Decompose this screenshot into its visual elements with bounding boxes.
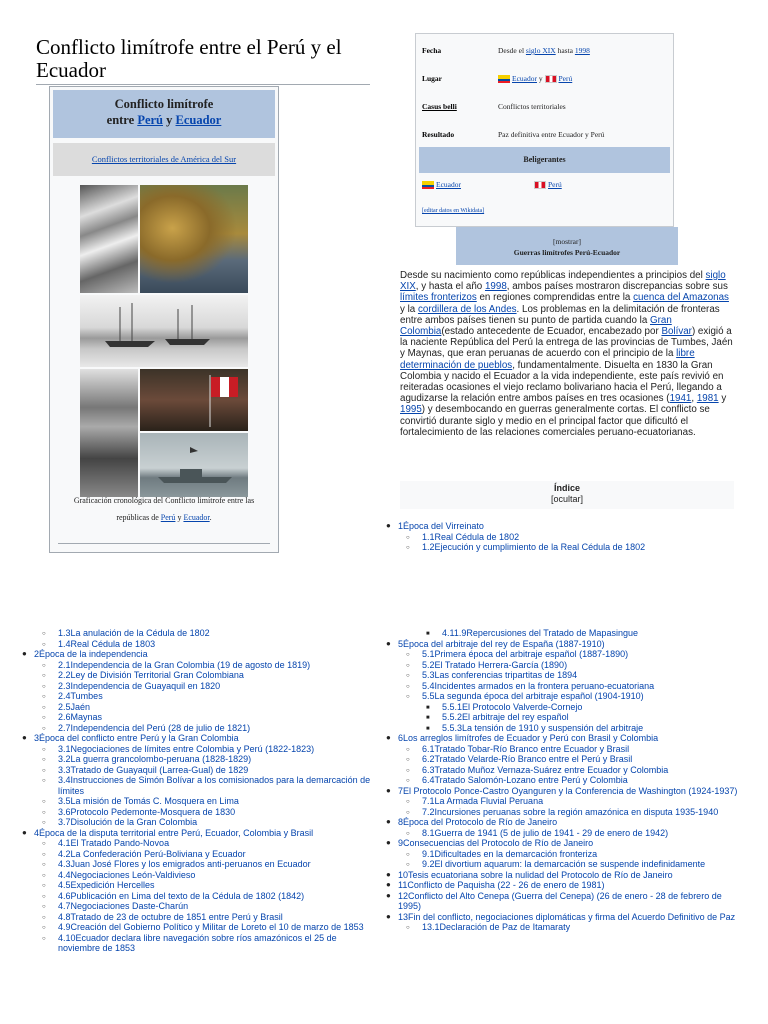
bel-peru <box>534 180 562 189</box>
bullet-icon: ○ <box>42 715 46 721</box>
toc-item[interactable] <box>384 880 744 891</box>
toc-item[interactable] <box>384 775 744 786</box>
toc-item[interactable] <box>20 775 372 796</box>
toc-item[interactable] <box>20 649 372 660</box>
toc-item-label: 5.1Primera época del arbitraje español (1887-1890) <box>422 649 629 659</box>
toc-item-label: 2.3Independencia de Guayaquil en 1820 <box>58 680 221 691</box>
row-wikidata <box>422 208 667 222</box>
bel-ecuador <box>422 180 461 189</box>
toc-item-label: 1.2Ejecución y cumplimiento de la Real Cédula de 1802 <box>422 542 646 552</box>
caption-ecuador-link[interactable]: Ecuador <box>183 513 210 522</box>
bullet-icon: ○ <box>42 904 46 910</box>
warship-drawing <box>140 433 248 497</box>
infobox-title-y: y <box>166 113 173 127</box>
casus-belli-link[interactable]: Casus belli <box>422 102 457 111</box>
toc-item-label: 5.5.1El Protocolo Valverde-Cornejo <box>442 701 583 712</box>
toc-item-label: 3.7Disolución de la Gran Colombia <box>58 817 198 827</box>
toc-item[interactable] <box>384 702 744 713</box>
caption-y: y <box>177 513 182 522</box>
toc-item-label: 8.1Guerra de 1941 (5 de julio de 1941 - 29 de enero de 1942) <box>422 827 669 838</box>
caption-text: Graficación cronológica del Conflicto limítrofe entre las repúblicas de <box>73 496 255 522</box>
toc-item[interactable] <box>20 870 372 881</box>
bullet-icon: ■ <box>426 715 430 721</box>
toc-item[interactable] <box>384 733 744 744</box>
lugar-peru-link[interactable]: Perú <box>558 74 573 83</box>
bullet-icon: ■ <box>426 704 430 711</box>
toc-item[interactable] <box>20 754 372 765</box>
toc-item[interactable] <box>384 870 744 881</box>
toc-item-label: 2.6Maynas <box>58 712 103 722</box>
bullet-icon: ○ <box>42 809 46 816</box>
bullet-icon: ● <box>386 890 391 900</box>
infobox-title-entre: entre <box>106 113 135 127</box>
fecha-hasta: hasta <box>557 46 573 55</box>
bullet-icon: ○ <box>406 683 410 690</box>
bullet-icon: ○ <box>406 830 410 837</box>
link-cuenca-amazonas[interactable]: cuenca del Amazonas <box>633 292 729 304</box>
intro-paragraph: Desde su nacimiento como repúblicas independientes a principios del siglo XIX, y hasta el año 1998, ambos países mostraron discrepancias sobre sus límites fronterizos en regiones comprendidas entre la cuenca del Amazonas y la cordillera de los Andes. Los problemas en la delimitación de fronteras entre ambos países tienen su punto de partida cuando la Gran Colombia(estado antecedente de Ecuador, encabezado por Bolívar) exigió a la naciente República del Perú la entrega de las provincias de Tumbes, Jaén y Maynas, que eran peruanas de acuerdo con el principio de la libre determinación de pueblos, fundamentalmente. Disuelta en 1830 la Gran Colombia y nacido el Ecuador a la vida independiente, este país revivió en reiteradas ocasiones el viejo reclamo bolivariano hacia el Perú, llegando a agudizarse la relación entre ambos países en tres ocasiones (1941, 1981 y 1995) y desembocando en guerras generalmente cortas. El conflicto se convirtió durante siglo y medio en el principal factor que dificultó el fortalecimiento de las relaciones comerciales peruano-ecuatorianas. <box>400 270 733 438</box>
toc-item-label: 13Fin del conflicto, negociaciones diplomáticas y firma del Acuerdo Definitivo de Paz <box>398 911 736 922</box>
toc-item-label: 9.2El divortium aquarum: la demarcación se suspende indefinidamente <box>422 859 706 869</box>
toc-item[interactable] <box>20 901 372 912</box>
infobox-caption <box>58 492 270 526</box>
toc-item[interactable] <box>384 670 744 681</box>
bullet-icon: ○ <box>42 757 46 763</box>
toc-item[interactable] <box>384 754 744 765</box>
toc-item[interactable] <box>384 660 744 671</box>
infobox-subtitle <box>53 143 275 176</box>
toc-item[interactable] <box>384 639 744 650</box>
bullet-icon: ○ <box>406 746 410 753</box>
row-fecha <box>422 46 667 60</box>
toc-item-label: 1.3La anulación de la Cédula de 1802 <box>58 628 210 638</box>
toc-item-label: 1.4Real Cédula de 1803 <box>58 638 156 649</box>
bullet-icon: ○ <box>406 778 410 784</box>
flag-drawing <box>140 369 248 431</box>
toc-item-label: 4.3Juan José Flores y los emigrados anti-peruanos en Ecuador <box>58 859 311 869</box>
toc-item-label: 5.4Incidentes armados en la frontera peruano-ecuatoriana <box>422 680 655 691</box>
toc-item[interactable] <box>384 828 744 839</box>
toc-item[interactable] <box>384 765 744 776</box>
bullet-icon: ● <box>386 785 391 795</box>
wars-title: Guerras limítrofes Perú-Ecuador <box>513 248 621 257</box>
bullet-icon: ○ <box>406 862 410 868</box>
bullet-icon: ● <box>386 880 391 889</box>
bullet-icon: ○ <box>42 883 46 889</box>
fecha-anio-link[interactable]: 1998 <box>574 46 590 55</box>
toc-item-label: 2.5Jaén <box>58 701 91 712</box>
link-1941[interactable]: 1941 <box>669 393 692 405</box>
row-resultado <box>422 130 667 144</box>
link-1995[interactable]: 1995 <box>400 404 422 416</box>
toc-item-label: 5.3Las conferencias tripartitas de 1894 <box>422 670 578 680</box>
link-1998[interactable]: 1998 <box>484 281 507 293</box>
bullet-icon: ● <box>22 733 27 742</box>
ecuador-link[interactable]: Ecuador <box>175 113 222 127</box>
toc-item-label: 2.4Tumbes <box>58 691 103 701</box>
infobox <box>49 86 279 553</box>
toc-item-label: 7.2Incursiones peruanas sobre la región amazónica en disputa 1935-1940 <box>422 806 719 817</box>
conflictos-territoriales-link[interactable]: Conflictos territoriales de América del Sur <box>91 154 237 164</box>
toc-item-label: 3Época del conflicto entre Perú y la Gran Colombia <box>34 733 239 743</box>
toc-item[interactable] <box>384 521 744 532</box>
historical-warship-photo <box>140 433 248 497</box>
toc-item[interactable] <box>384 838 744 849</box>
bullet-icon: ○ <box>406 757 410 763</box>
toc-item[interactable] <box>20 922 372 933</box>
toc-item-label: 4.6Publicación en Lima del texto de la Cédula de 1802 (1842) <box>58 890 305 901</box>
link-gran-colombia[interactable]: Gran Colombia <box>400 314 672 338</box>
toc-item[interactable] <box>20 628 372 639</box>
row-casus-belli <box>422 102 667 116</box>
toc-item[interactable] <box>20 660 372 671</box>
bullet-icon: ○ <box>42 862 46 868</box>
toc-item[interactable] <box>20 796 372 807</box>
toc-item-label: 3.5La misión de Tomás C. Mosquera en Lima <box>58 796 239 806</box>
bullet-icon: ○ <box>406 534 410 541</box>
bullet-icon: ● <box>386 911 391 921</box>
toc-item[interactable] <box>20 880 372 891</box>
toc-item[interactable] <box>20 859 372 870</box>
peru-flag-icon <box>545 75 557 83</box>
toc-item-label: 13.1Declaración de Paz de Itamaraty <box>422 922 571 932</box>
toc-item[interactable] <box>20 838 372 849</box>
bullet-icon: ○ <box>42 851 46 858</box>
toc-item[interactable] <box>384 723 744 734</box>
bullet-icon: ■ <box>426 631 430 637</box>
bullet-icon: ● <box>386 638 391 648</box>
bullet-icon: ○ <box>42 820 46 826</box>
toc-item-label: 4.11.9Repercusiones del Tratado de Mapasingue <box>442 628 638 638</box>
toc-item-label: 6.1Tratado Tobar-Río Branco entre Ecuador y Brasil <box>422 743 630 754</box>
bullet-icon: ○ <box>406 662 410 669</box>
bullet-icon: ○ <box>42 694 46 700</box>
toc-item-label: 11Conflicto de Paquisha (22 - 26 de enero de 1981) <box>398 880 605 890</box>
bullet-icon: ○ <box>42 673 46 679</box>
row-beligerantes <box>422 180 667 194</box>
toc-item[interactable] <box>20 744 372 755</box>
bullet-icon: ○ <box>42 925 46 931</box>
toc-item-label: 5.5La segunda época del arbitraje español (1904-1910) <box>422 691 644 701</box>
toc-item[interactable] <box>20 807 372 818</box>
toc-title: Índice <box>553 483 580 493</box>
bullet-icon: ○ <box>406 545 410 551</box>
toc-item-label: 3.2La guerra grancolombo-peruana (1828-1829) <box>58 754 252 764</box>
toc-item-label: 2.2Ley de División Territorial Gran Colombiana <box>58 670 244 680</box>
link-bolivar[interactable]: Bolívar <box>661 326 692 338</box>
casus-value: Conflictos territoriales <box>498 102 566 111</box>
peru-flag-icon <box>534 181 546 189</box>
bullet-icon: ○ <box>42 935 46 942</box>
toc-item-label: 2.7Independencia del Perú (28 de julio de 1821) <box>58 722 251 733</box>
fecha-siglo-link[interactable]: siglo XIX <box>525 46 556 55</box>
toc-item[interactable] <box>384 807 744 818</box>
toc-item[interactable] <box>384 849 744 860</box>
bullet-icon: ● <box>386 733 391 742</box>
toc-item-label: 3.6Protocolo Pedemonte-Mosquera de 1830 <box>58 806 236 817</box>
fecha-value <box>498 46 590 55</box>
bullet-icon: ○ <box>406 652 410 658</box>
wars-navbox <box>456 227 678 265</box>
toc-item-label: 4.5Expedición Hercelles <box>58 880 155 890</box>
bullet-icon: ○ <box>42 746 46 753</box>
toc-item-label: 6Los arreglos limítrofes de Ecuador y Perú con Brasil y Colombia <box>398 733 659 743</box>
caption-peru-link[interactable]: Perú <box>160 513 176 522</box>
link-libre-determinacion[interactable]: libre determinación de pueblos <box>400 348 695 371</box>
toc-item[interactable] <box>384 891 744 912</box>
toc-item[interactable] <box>384 628 744 639</box>
toc-item[interactable] <box>20 723 372 734</box>
historical-painting-battle <box>140 185 248 293</box>
toc-toggle[interactable]: [ocultar] <box>550 494 583 504</box>
bullet-icon: ○ <box>42 872 46 879</box>
toc-item[interactable] <box>20 849 372 860</box>
toc-item[interactable] <box>20 639 372 650</box>
bullet-icon: ○ <box>42 799 46 805</box>
toc-item[interactable] <box>20 733 372 744</box>
bel-peru-link[interactable]: Perú <box>548 180 562 189</box>
toc-item[interactable] <box>384 744 744 755</box>
page-title: Conflicto limítrofe entre el Perú y el Ecuador <box>36 36 370 85</box>
toc-list-part-2 <box>20 628 372 954</box>
toc-item-label: 2.1Independencia de la Gran Colombia (19 de agosto de 1819) <box>58 659 311 670</box>
lugar-y: y <box>538 74 543 83</box>
toc-item-label: 4.7Negociaciones Daste-Charún <box>58 901 189 911</box>
toc-item[interactable] <box>20 828 372 839</box>
ecuador-flag-icon <box>498 75 510 83</box>
lugar-label: Lugar <box>422 74 443 83</box>
toc-item[interactable] <box>20 817 372 828</box>
toc-item-label: 4.10Ecuador declara libre navegación sobre ríos amazónicos el 25 de noviembre de 1853 <box>58 932 337 953</box>
beligerantes-header: Beligerantes <box>419 147 670 173</box>
toc-item-label: 5.5.2El arbitraje del rey español <box>442 712 569 722</box>
fecha-label: Fecha <box>422 46 442 55</box>
toc-item-label: 9Consecuencias del Protocolo de Río de Janeiro <box>398 838 594 848</box>
toc-item-label: 3.3Tratado de Guayaquil (Larrea-Gual) de 1829 <box>58 764 249 775</box>
bullet-icon: ● <box>386 817 391 826</box>
historical-crowd-photo <box>80 369 138 497</box>
toc-item-label: 4Época de la disputa territorial entre Perú, Ecuador, Colombia y Brasil <box>34 827 314 838</box>
toc-item[interactable] <box>384 681 744 692</box>
peru-link[interactable]: Perú <box>137 113 163 127</box>
toc-item-label: 4.9Creación del Gobierno Político y Militar de Loreto el 10 de marzo de 1853 <box>58 922 364 932</box>
bullet-icon: ○ <box>406 673 410 679</box>
ships-drawing <box>80 295 248 367</box>
toc-item[interactable] <box>20 933 372 954</box>
toc-item[interactable] <box>384 796 744 807</box>
caption-end: . <box>209 513 212 522</box>
toc-item-label: 10Tesis ecuatoriana sobre la nulidad del Protocolo de Río de Janeiro <box>398 869 673 880</box>
toc-list-part-1 <box>384 521 744 553</box>
toc-header <box>400 481 734 509</box>
bullet-icon: ○ <box>42 683 46 690</box>
bullet-icon: ○ <box>406 851 410 858</box>
toc-item[interactable] <box>384 691 744 702</box>
bullet-icon: ■ <box>426 725 430 732</box>
lugar-value <box>498 74 572 83</box>
infobox-header <box>53 90 275 138</box>
historical-ships-engraving <box>80 295 248 367</box>
historical-flag-scene <box>140 369 248 431</box>
toc-item[interactable] <box>384 912 744 923</box>
toc-item-label: 9.1Dificultades en la demarcación fronteriza <box>422 848 598 859</box>
toc-item-label: 7.1La Armada Fluvial Peruana <box>422 796 544 806</box>
toc-item-label: 3.1Negociaciones de límites entre Colombia y Perú (1822-1823) <box>58 743 315 754</box>
bullet-icon: ● <box>22 827 27 837</box>
link-cordillera-andes[interactable]: cordillera de los Andes <box>417 303 517 315</box>
toc-item[interactable] <box>20 681 372 692</box>
toc-item[interactable] <box>384 786 744 797</box>
toc-item-label: 6.4Tratado Salomón-Lozano entre Perú y Colombia <box>422 775 628 785</box>
toc-item-label: 5Época del arbitraje del rey de España (1887-1910) <box>398 638 605 649</box>
bullet-icon: ○ <box>406 799 410 805</box>
toc-item-label: 4.1El Tratado Pando-Novoa <box>58 838 170 848</box>
toc-item-label: 3.4Instrucciones de Simón Bolívar a los comisionados para la demarcación de límites <box>58 775 371 796</box>
bullet-icon: ● <box>386 838 391 847</box>
link-limites-fronterizos[interactable]: límites fronterizos <box>400 292 477 304</box>
bullet-icon: ○ <box>42 778 46 784</box>
toc-item-label: 1.1Real Cédula de 1802 <box>422 531 520 542</box>
bullet-icon: ○ <box>42 641 46 648</box>
bullet-icon: ○ <box>42 725 46 732</box>
wikidata-edit-link[interactable]: [editar datos en Wikidata] <box>422 208 485 214</box>
toc-item[interactable] <box>384 649 744 660</box>
toc-item-label: 6.3Tratado Muñoz Vernaza-Suárez entre Ecuador y Colombia <box>422 764 669 775</box>
toc-item[interactable] <box>20 702 372 713</box>
wars-toggle[interactable]: [mostrar] <box>553 237 581 246</box>
historical-photo-1 <box>80 185 138 293</box>
bullet-icon: ○ <box>42 767 46 774</box>
toc-item-label: 12Conflicto del Alto Cenepa (Guerra del Cenepa) (26 de enero - 28 de febrero de 1995) <box>398 890 722 911</box>
link-1981[interactable]: 1981 <box>696 393 719 405</box>
toc-item-label: 1Época del Virreinato <box>398 521 484 531</box>
bullet-icon: ○ <box>42 914 46 921</box>
toc-item[interactable] <box>384 859 744 870</box>
bullet-icon: ○ <box>42 704 46 711</box>
toc-item[interactable] <box>20 765 372 776</box>
toc-item-label: 4.8Tratado de 23 de octubre de 1851 entre Perú y Brasil <box>58 911 283 922</box>
bullet-icon: ● <box>22 649 27 658</box>
bullet-icon: ○ <box>406 767 410 774</box>
lugar-ecuador-link[interactable]: Ecuador <box>512 74 537 83</box>
bullet-icon: ○ <box>42 662 46 669</box>
row-lugar <box>422 74 667 88</box>
toc-item[interactable] <box>384 532 744 543</box>
toc-list-part-3 <box>384 628 744 933</box>
bullet-icon: ● <box>386 521 391 530</box>
bullet-icon: ○ <box>42 631 46 637</box>
toc-item-label: 5.5.3La tensión de 1910 y suspensión del arbitraje <box>442 722 644 733</box>
toc-item[interactable] <box>20 891 372 902</box>
toc-item[interactable] <box>20 670 372 681</box>
bullet-icon: ○ <box>42 841 46 847</box>
resultado-value: Paz definitiva entre Ecuador y Perú <box>498 130 605 139</box>
bel-ecuador-link[interactable]: Ecuador <box>436 180 461 189</box>
toc-item-label: 4.4Negociaciones León-Valdivieso <box>58 869 196 880</box>
bullet-icon: ○ <box>406 694 410 700</box>
infobox-divider <box>58 543 270 544</box>
bullet-icon: ● <box>386 869 391 879</box>
toc-item-label: 7El Protocolo Ponce-Castro Oyanguren y la Conferencia de Washington (1924-1937) <box>398 785 738 796</box>
ecuador-flag-icon <box>422 181 434 189</box>
toc-item[interactable] <box>384 712 744 723</box>
infobox-title: Conflicto limítrofe <box>114 97 214 111</box>
toc-item[interactable] <box>20 712 372 723</box>
bullet-icon: ○ <box>42 893 46 900</box>
toc-item[interactable] <box>384 817 744 828</box>
details-infobox <box>415 33 674 227</box>
toc-item[interactable] <box>20 912 372 923</box>
toc-item[interactable] <box>384 922 744 933</box>
bullet-icon: ○ <box>406 925 410 931</box>
resultado-label: Resultado <box>422 130 455 139</box>
link-siglo-xix[interactable]: siglo XIX <box>400 270 726 293</box>
toc-item-label: 5.2El Tratado Herrera-García (1890) <box>422 659 568 670</box>
bullet-icon: ○ <box>406 809 410 816</box>
toc-item[interactable] <box>20 691 372 702</box>
toc-item-label: 2Época de la independencia <box>34 649 148 659</box>
toc-item-label: 6.2Tratado Velarde-Río Branco entre el Perú y Brasil <box>422 754 633 764</box>
toc-item-label: 8Época del Protocolo de Río de Janeiro <box>398 817 558 827</box>
toc-item[interactable] <box>384 542 744 553</box>
toc-item-label: 4.2La Confederación Perú-Boliviana y Ecuador <box>58 848 246 859</box>
fecha-pre: Desde el <box>498 46 525 55</box>
